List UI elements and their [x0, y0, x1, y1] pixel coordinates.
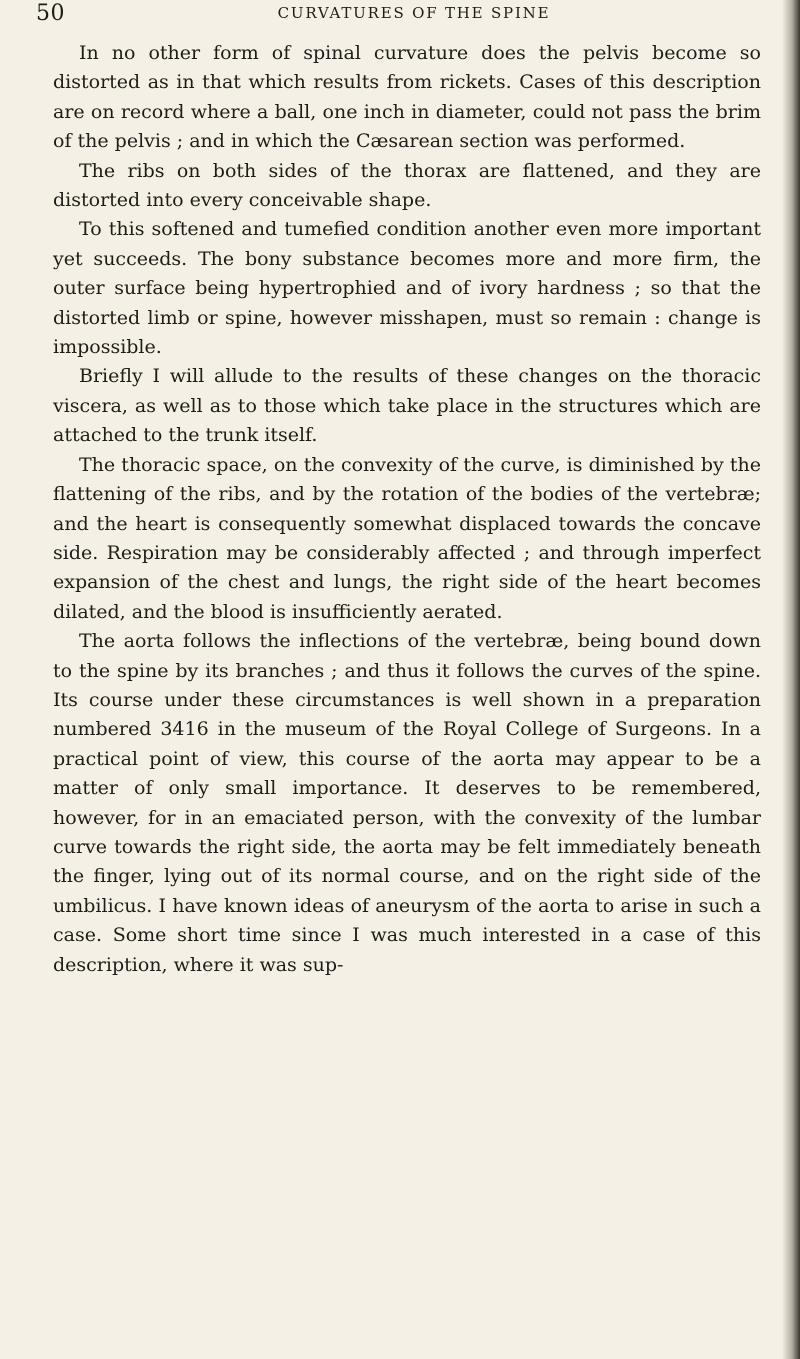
paragraph-aorta: The aorta follows the inflections of the vertebræ, being bound down to the spine by its branches ; and thus it follows the curves of the spine. Its course under these circumstances is well shown in a preparation numbered 3416 in the museum of the Royal College of Surgeons. In a practical point of view, this course of the aorta may appear to be a matter of only small importance. It deserves to be remembered, however, for in an emaciated person, with the convexity of the lumbar curve towards the right side, the aorta may be felt immediately beneath the finger, lying out of its normal course, and on the right side of the umbilicus. I have known ideas of aneurysm of the aorta to arise in such a case. Some short time since I was much interested in a case of this description, where it was sup- — [53, 630, 761, 976]
paragraph-pelvis-distortion: In no other form of spinal curvature does the pelvis become so distorted as in that which results from rickets. Cases of this description are on record where a ball, one inch in diameter, could not pass the brim of the pelvis ; and in which the Cæsarean section was performed. — [53, 42, 761, 153]
running-head: CURVATURES OF THE SPINE — [277, 4, 551, 22]
paragraph-bony-substance: To this softened and tumefied condition another even more important yet succeeds. The bony substance becomes more and more firm, the outer surface being hypertrophied and of ivory hardness ; so that the distorted limb or spine, however misshapen, must so remain : change is impossible. — [53, 218, 761, 359]
paragraph-thoracic-viscera: Briefly I will allude to the results of these changes on the thoracic viscera, as well as to those which take place in the structures which are attached to the trunk itself. — [53, 365, 761, 447]
page-header — [22, 0, 752, 36]
paragraph-thoracic-space: The thoracic space, on the convexity of the curve, is diminished by the flattening of the ribs, and by the rotation of the bodies of the vertebræ; and the heart is consequently somewhat displaced towards the concave side. Respiration may be considerably affected ; and through imperfect expansion of the chest and lungs, the right side of the heart becomes dilated, and the blood is insufficiently aerated. — [53, 453, 761, 623]
paragraph-ribs: The ribs on both sides of the thorax are flattened, and they are distorted into every conceivable shape. — [53, 159, 761, 212]
page-edge-shadow — [782, 0, 800, 1359]
page-number: 50 — [36, 1, 65, 26]
body-text — [53, 39, 761, 980]
